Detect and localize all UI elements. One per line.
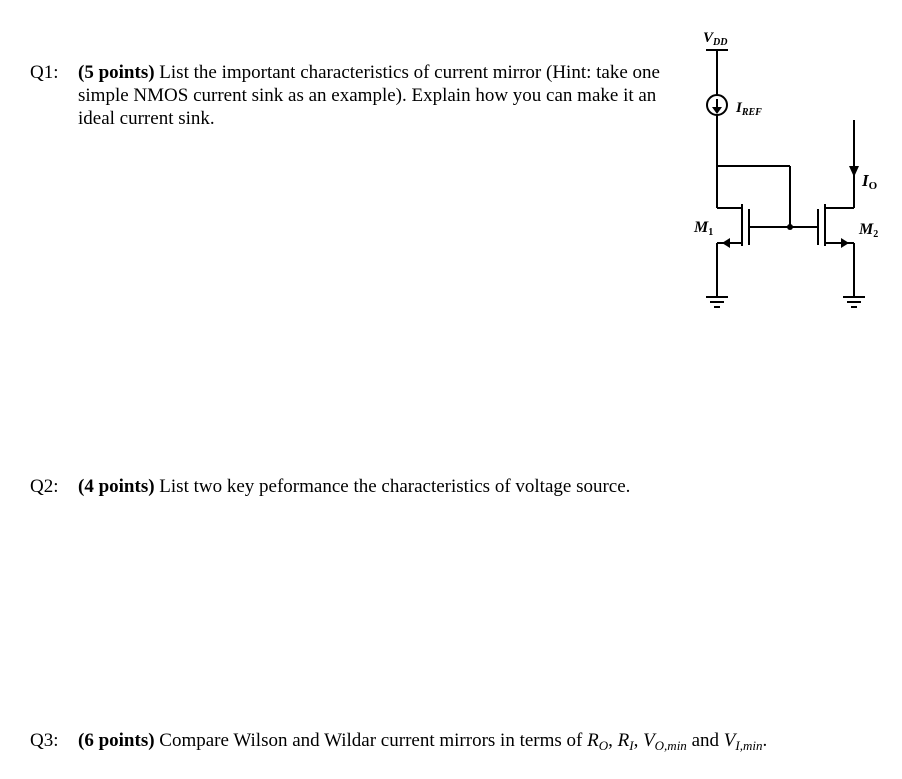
m1-label: M1 bbox=[694, 219, 714, 238]
question-3-text: Compare Wilson and Wildar current mirrors in terms of bbox=[154, 730, 588, 751]
m1-source-arrow-icon bbox=[722, 238, 730, 248]
junction-dot bbox=[787, 224, 793, 230]
m2-source-arrow-icon bbox=[841, 238, 849, 248]
symbol-ri: $R_I$ bbox=[617, 730, 634, 753]
m2-label: M2 bbox=[859, 221, 879, 240]
question-2-points: (4 points) bbox=[78, 476, 155, 497]
symbol-vi-min: $V_{I,min}$ bbox=[723, 730, 763, 753]
question-3-points: (6 points) bbox=[78, 730, 155, 751]
vdd-label: $V_{DD}$ bbox=[703, 30, 728, 48]
question-1-text: List the important characteristics of current mirror (Hint: take one simple NMOS current sink as an example). Explain how you can make it an ideal current sink. bbox=[78, 62, 660, 129]
question-2-text: List two key peformance the characteristics of voltage source. bbox=[154, 476, 631, 497]
question-1-points: (5 points) bbox=[78, 62, 155, 83]
iref-label: $I_{REF}$ bbox=[736, 100, 762, 118]
ground-symbol-right bbox=[843, 297, 865, 307]
question-3-body: (6 points) Compare Wilson and Wildar current mirrors in terms of $R_O$, $R_I$, $V_{O,min}$ and $V_{I,min}$. bbox=[78, 730, 768, 753]
symbol-ro: $R_O$ bbox=[587, 730, 609, 753]
io-arrow-icon bbox=[849, 166, 859, 177]
question-3-number: Q3: bbox=[30, 730, 59, 751]
ground-symbol-left bbox=[706, 297, 728, 307]
question-1-number: Q1: bbox=[30, 62, 59, 83]
question-2-number: Q2: bbox=[30, 476, 59, 497]
io-label: IO bbox=[862, 171, 878, 192]
iref-arrow-icon bbox=[712, 107, 722, 114]
symbol-vo-min: $V_{O,min}$ bbox=[643, 730, 687, 753]
